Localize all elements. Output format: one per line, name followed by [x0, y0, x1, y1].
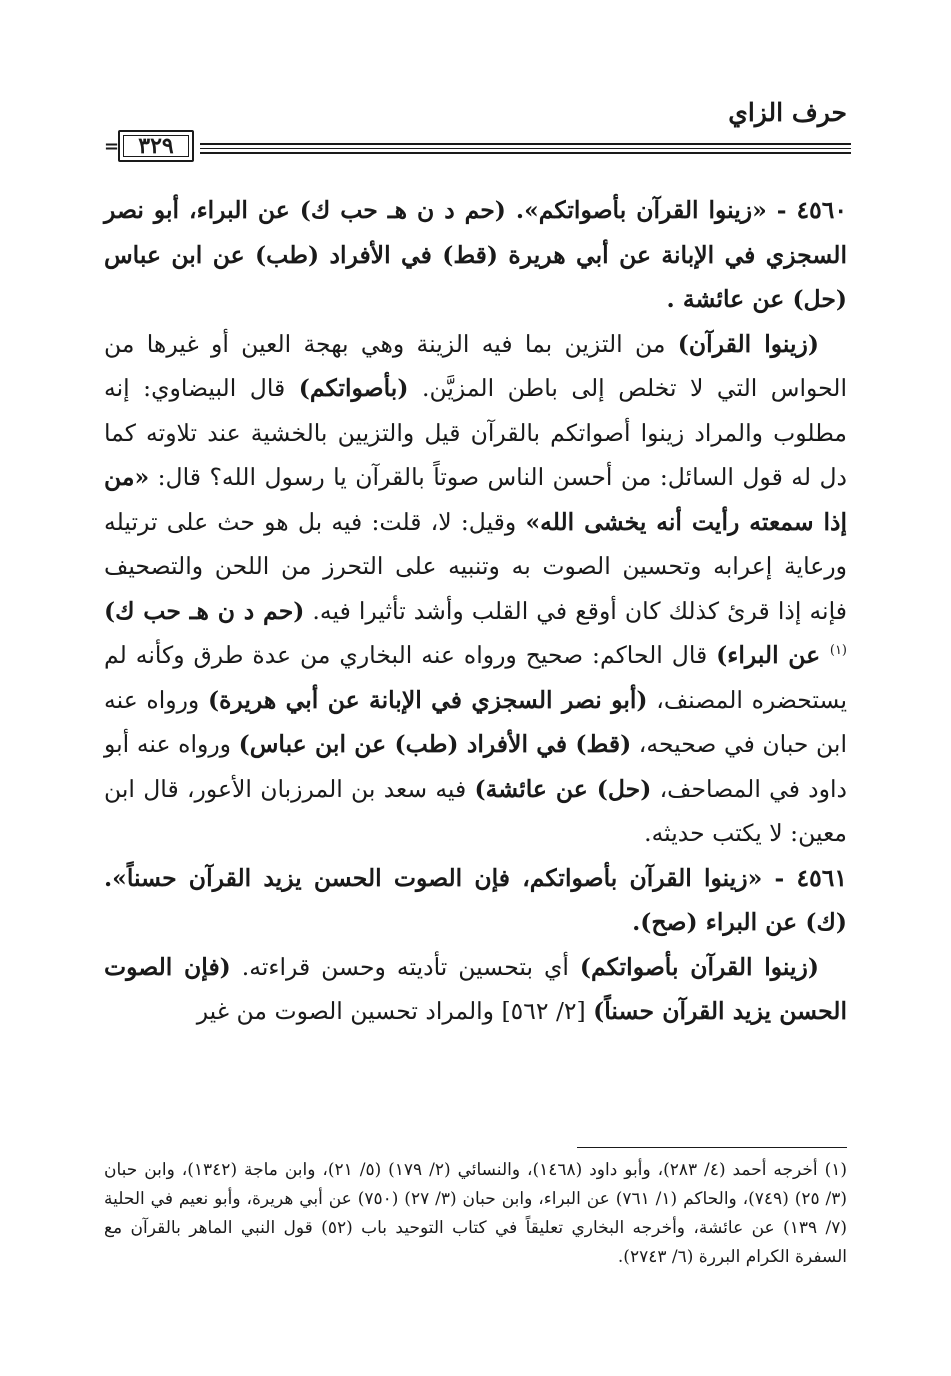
- commentary-text: ورواه عنه أبو داود في المصاحف،: [104, 730, 847, 803]
- commentary-4560: [104, 322, 847, 856]
- page-number-box: [118, 130, 194, 162]
- commentary-text: ورواه عنه ابن حبان في صحيحه،: [104, 685, 848, 758]
- hadith-4560: ٤٥٦٠ - «زينوا القرآن بأصواتكم». (حم د ن هـ حب ك) عن البراء، أبو نصر السجزي في الإبانة عن أبي هريرة (قط) في الأفراد (طب) عن ابن عباس (حل) عن عائشة .: [104, 196, 847, 313]
- commentary-text: قال الحاكم: صحيح ورواه عنه البخاري من عدة طرق وكأنه لم يستحضره المصنف،: [104, 641, 847, 714]
- footnote-divider: [577, 1147, 847, 1148]
- commentary-text: وقيل: لا، قلت: فيه بل هو حث على ترتيله ورعاية إعرابه وتحسين الصوت به وتنبيه على التحرز من اللحن والتصحيف فإنه إذا قرئ كذلك كان أوقع في القلب وأشد تأثيرا فيه.: [104, 507, 847, 625]
- footnotes: [104, 1156, 847, 1272]
- commentary-bold: (بأصواتكم): [298, 374, 409, 402]
- header-rule: [104, 130, 851, 166]
- header-rule-line: [200, 148, 851, 149]
- commentary-bold: (حل) عن عائشة): [474, 774, 652, 803]
- commentary-bold: (أبو نصر السجزي في الإبانة عن أبي هريرة): [207, 685, 648, 714]
- commentary-text: [٢/ ٥٦٢] والمراد تحسين الصوت من غير: [196, 997, 594, 1025]
- commentary-text: أي بتحسين تأديته وحسن قراءته.: [230, 952, 580, 981]
- header-rule-line: [200, 152, 851, 154]
- footnote-marker[interactable]: (١): [829, 643, 847, 659]
- header-eq-mark: =: [104, 136, 120, 157]
- commentary-bold: (زينوا القرآن): [677, 329, 819, 358]
- hadith-4561: ٤٥٦١ - «زينوا القرآن بأصواتكم، فإن الصوت الحسن يزيد القرآن حسناً». (ك) عن البراء (صح).: [104, 863, 847, 936]
- commentary-4561: [104, 945, 847, 1034]
- commentary-bold: «من إذا سمعته رأيت أنه يخشى الله»: [104, 463, 847, 536]
- page-number: ٣٢٩: [138, 133, 174, 159]
- main-text: [104, 188, 847, 1034]
- commentary-bold: (فإن الصوت الحسن يزيد القرآن حسناً): [104, 952, 847, 1025]
- commentary-bold: (حم د ن هـ حب ك): [104, 596, 305, 625]
- commentary-text: قال البيضاوي: إنه مطلوب والمراد زينوا أصواتكم بالقرآن قيل والتزيين بالخشية عند تلاوته كما دل له قول السائل: من أحسن الناس صوتاً بالقرآن يا رسول الله؟ قال:: [104, 374, 847, 491]
- header-rule-line: [200, 143, 851, 145]
- commentary-text: فيه سعد بن المرزبان الأعور، قال ابن معين: لا يكتب حديثه.: [104, 774, 847, 847]
- footnote-1: (١) أخرجه أحمد (٤/ ٢٨٣)، وأبو داود (١٤٦٨)، والنسائي (٢/ ١٧٩) (٥/ ٢١)، وابن ماجة (١٣٤٢)، وابن حبان (٣/ ٢٥) (٧٤٩)، والحاكم (١/ ٧٦١) عن البراء، وابن حبان (٣/ ٢٧) (٧٥٠) عن أبي هريرة، وأبو نعيم في الحلية (٧/ ١٣٩) عن عائشة، وأخرجه البخاري تعليقاً في كتاب التوحيد باب (٥٢) قول النبي الماهر بالقرآن مع السفرة الكرام البررة (٦/ ٢٧٤٣).: [104, 1160, 848, 1267]
- commentary-bold: (زينوا القرآن بأصواتكم): [579, 952, 819, 981]
- commentary-text: من التزين بما فيه الزينة وهي بهجة العين أو غيرها من الحواس التي لا تخلص إلى باطن المزيَّن.: [104, 329, 847, 402]
- commentary-bold: عن البراء): [716, 641, 830, 669]
- commentary-bold: (قط) في الأفراد (طب) عن ابن عباس): [238, 730, 632, 758]
- running-title: حرف الزاي: [728, 98, 847, 127]
